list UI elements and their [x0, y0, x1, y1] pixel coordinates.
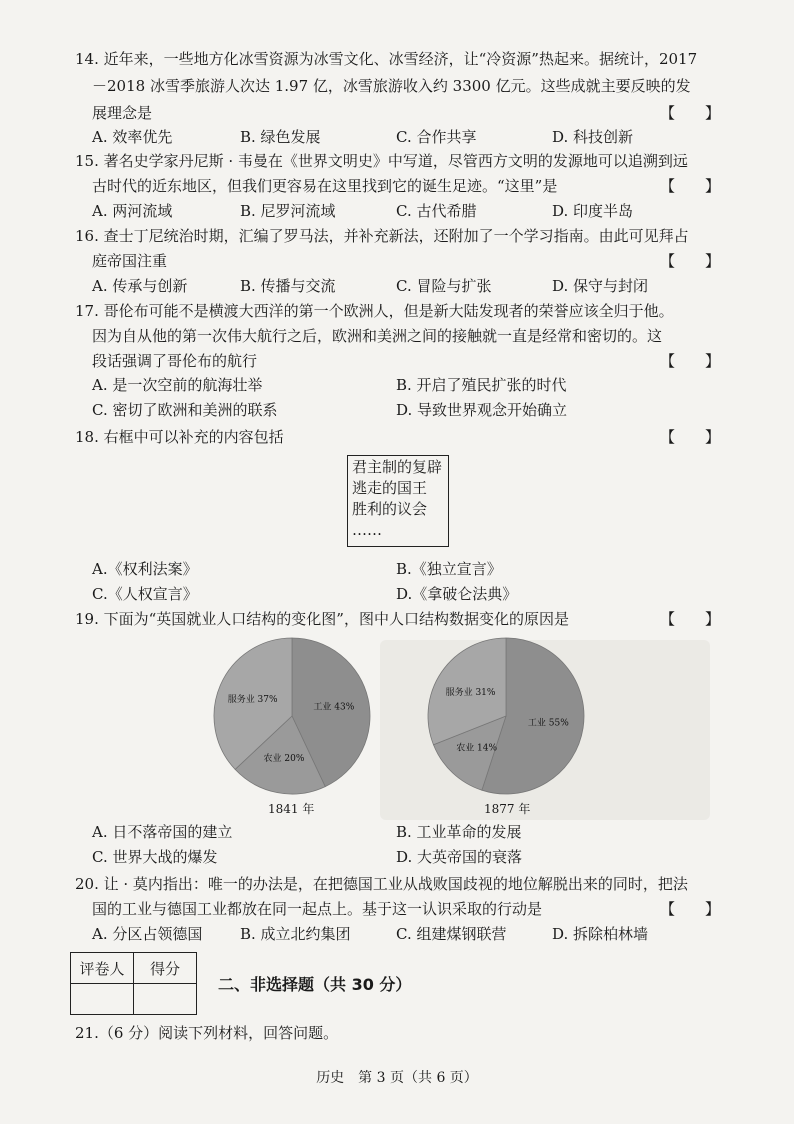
q19-option-c: C. 世界大战的爆发: [92, 848, 218, 866]
q19-answer-bracket: 【 】: [660, 610, 721, 628]
q18-box-line4: ……: [352, 521, 382, 539]
page-footer: 历史 第 3 页（共 6 页）: [316, 1070, 478, 1086]
q14-option-c: C. 合作共享: [396, 128, 477, 146]
q17-line1: 17. 哥伦布可能不是横渡大西洋的第一个欧洲人，但是新大陆发现者的荣誉应该全归于他。: [75, 302, 674, 320]
q16-option-a: A. 传承与创新: [92, 277, 188, 295]
score-table-score-cell[interactable]: [134, 984, 197, 1015]
q18-option-b: B.《独立宣言》: [396, 560, 502, 578]
pie-label-0-0: 工业 43%: [313, 702, 355, 713]
q17-option-d: D. 导致世界观念开始确立: [396, 401, 568, 419]
q15-answer-bracket: 【 】: [660, 177, 721, 195]
q15-line1: 15. 著名史学家丹尼斯 · 韦曼在《世界文明史》中写道，尽管西方文明的发源地可以追溯到远: [75, 152, 688, 170]
pie-chart-1841: [210, 636, 374, 796]
pie-label-0-2: 服务业 37%: [227, 694, 278, 705]
q15-option-b: B. 尼罗河流域: [240, 202, 336, 220]
q15-option-d: D. 印度半岛: [552, 202, 634, 220]
q16-answer-bracket: 【 】: [660, 252, 721, 270]
score-table-grader-cell[interactable]: [71, 984, 134, 1015]
score-table-score-header: 得分: [134, 953, 197, 984]
q16-option-c: C. 冒险与扩张: [396, 277, 492, 295]
q18-box-line2: 逃走的国王: [352, 479, 428, 497]
q15-option-c: C. 古代希腊: [396, 202, 477, 220]
q14-line1: 14. 近年来，一些地方化冰雪资源为冰雪文化、冰雪经济，让“冷资源”热起来。据统计，2017: [75, 50, 698, 68]
q17-line3: 段话强调了哥伦布的航行: [92, 352, 258, 370]
q17-option-c: C. 密切了欧洲和美洲的联系: [92, 401, 278, 419]
q14-option-a: A. 效率优先: [92, 128, 173, 146]
q19-option-b: B. 工业革命的发展: [396, 823, 522, 841]
pie-label-0-1: 农业 20%: [263, 754, 305, 765]
q16-option-d: D. 保守与封闭: [552, 277, 649, 295]
q20-option-d: D. 拆除柏林墙: [552, 925, 649, 943]
q18-box-line1: 君主制的复辟: [352, 458, 443, 476]
q20-line1: 20. 让 · 莫内指出：唯一的办法是，在把德国工业从战败国歧视的地位解脱出来的同时，把法: [75, 875, 688, 893]
q18-box-line3: 胜利的议会: [352, 500, 428, 518]
section-2-title: 二、非选择题（共 30 分）: [218, 975, 412, 994]
pie-label-1-0: 工业 55%: [527, 718, 569, 729]
q18-line1: 18. 右框中可以补充的内容包括: [75, 428, 284, 446]
q20-option-b: B. 成立北约集团: [240, 925, 351, 943]
q14-line3: 展理念是: [92, 104, 153, 122]
pie-label-1-2: 服务业 31%: [445, 687, 496, 698]
q17-line2: 因为自从他的第一次伟大航行之后，欧洲和美洲之间的接触就一直是经常和密切的。这: [92, 327, 663, 345]
q17-option-a: A. 是一次空前的航海壮举: [92, 376, 263, 394]
q19-option-a: A. 日不落帝国的建立: [92, 823, 233, 841]
q18-option-a: A.《权利法案》: [92, 560, 198, 578]
q17-answer-bracket: 【 】: [660, 352, 721, 370]
q20-option-a: A. 分区占领德国: [92, 925, 203, 943]
score-table-grader-header: 评卷人: [71, 953, 134, 984]
q14-answer-bracket: 【 】: [660, 104, 721, 122]
q14-line2: －2018 冰雪季旅游人次达 1.97 亿，冰雪旅游收入约 3300 亿元。这些成就主要反映的发: [92, 77, 691, 95]
q16-line1: 16. 查士丁尼统治时期，汇编了罗马法，并补充新法，还附加了一个学习指南。由此可见拜占: [75, 227, 689, 245]
q15-line2: 古时代的近东地区，但我们更容易在这里找到它的诞生足迹。“这里”是: [92, 177, 558, 195]
q20-option-c: C. 组建煤钢联营: [396, 925, 507, 943]
q19-line1: 19. 下面为“英国就业人口结构的变化图”，图中人口结构数据变化的原因是: [75, 610, 569, 628]
pie-label-1-1: 农业 14%: [456, 743, 498, 754]
q16-option-b: B. 传播与交流: [240, 277, 336, 295]
q20-answer-bracket: 【 】: [660, 900, 721, 918]
q18-answer-bracket: 【 】: [660, 428, 721, 446]
q18-option-d: D.《拿破仑法典》: [396, 585, 518, 603]
q20-line2: 国的工业与德国工业都放在同一起点上。基于这一认识采取的行动是: [92, 900, 543, 918]
q17-option-b: B. 开启了殖民扩张的时代: [396, 376, 567, 394]
pie-chart-1877: [424, 636, 588, 796]
q18-option-c: C.《人权宣言》: [92, 585, 198, 603]
q19-option-d: D. 大英帝国的衰落: [396, 848, 523, 866]
q14-option-b: B. 绿色发展: [240, 128, 321, 146]
pie-1877-title: 1877 年: [484, 802, 531, 816]
q18-content-box: [347, 455, 449, 547]
q14-option-d: D. 科技创新: [552, 128, 634, 146]
score-table: [70, 952, 197, 1015]
q15-option-a: A. 两河流域: [92, 202, 173, 220]
q16-line2: 庭帝国注重: [92, 252, 168, 270]
pie-1841-title: 1841 年: [268, 802, 315, 816]
q21-line1: 21.（6 分）阅读下列材料，回答问题。: [75, 1024, 339, 1042]
